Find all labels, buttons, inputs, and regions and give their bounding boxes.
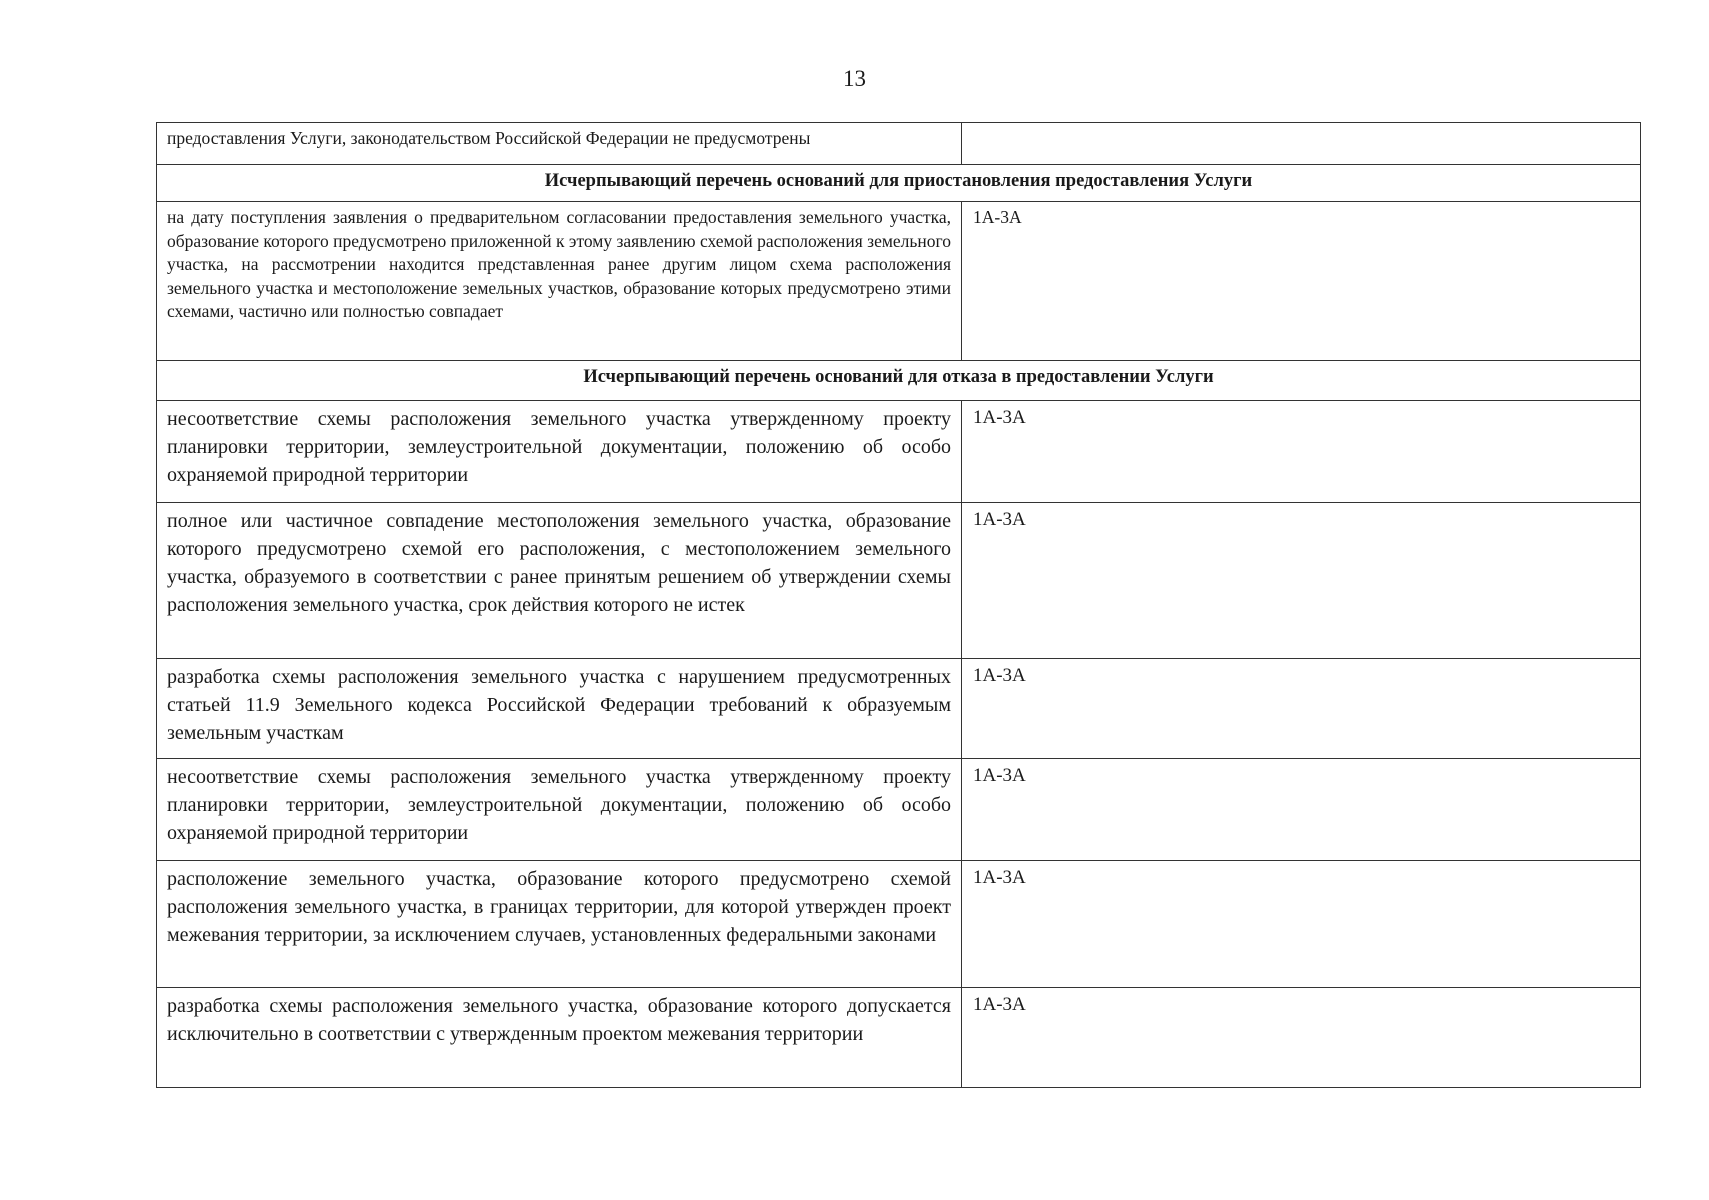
table-row (157, 202, 1641, 361)
ground-text: на дату поступления заявления о предварительном согласовании предоставления земельного участка, образование которого предусмотрено приложенной к этому заявлению схемой расположения земельного участка, на рассмотрении находится представленная ранее другим лицом схема расположения земельного участка и местоположение земельных участков, образование которых предусмотрено этими схемами, частично или полностью совпадает (167, 207, 951, 321)
table-row (157, 503, 1641, 659)
ground-text: полное или частичное совпадение местоположения земельного участка, образование которого предусмотрено схемой его расположения, с местоположением земельного участка, образуемого в соответствии с ранее принятым решением об утверждении схемы расположения земельного участка, срок действия которого не истек (167, 510, 951, 616)
table-row (157, 759, 1641, 861)
table-row (157, 659, 1641, 759)
table-row (157, 401, 1641, 503)
ground-code: 1А-3А (973, 994, 1026, 1015)
table-row (157, 988, 1641, 1088)
ground-code: 1А-3А (973, 509, 1026, 530)
ground-text: несоответствие схемы расположения земельного участка утвержденному проекту планировки территории, землеустроительной документации, положению об особо охраняемой природной территории (167, 766, 951, 844)
ground-text: несоответствие схемы расположения земельного участка утвержденному проекту планировки территории, землеустроительной документации, положению об особо охраняемой природной территории (167, 408, 951, 486)
ground-code: 1А-3А (973, 867, 1026, 888)
ground-text: расположение земельного участка, образование которого предусмотрено схемой расположения земельного участка, в границах территории, для которой утвержден проект межевания территории, за исключением случаев, установленных федеральными законами (167, 868, 951, 946)
table-row (157, 861, 1641, 988)
section-header-row (157, 361, 1641, 401)
ground-text: разработка схемы расположения земельного участка, образование которого допускается исключительно в соответствии с утвержденным проектом межевания территории (167, 995, 951, 1045)
section-heading-suspension: Исчерпывающий перечень оснований для приостановления предоставления Услуги (544, 171, 1253, 191)
section-header-row (157, 165, 1641, 202)
ground-text: разработка схемы расположения земельного участка с нарушением предусмотренных статьей 11.9 Земельного кодекса Российской Федерации требований к образуемым земельным участкам (167, 666, 951, 744)
page-number: 13 (843, 66, 866, 91)
ground-text: предоставления Услуги, законодательством Российской Федерации не предусмотрены (167, 128, 811, 148)
ground-code: 1А-3А (973, 665, 1026, 686)
grounds-table (156, 122, 1641, 1088)
section-heading-refusal: Исчерпывающий перечень оснований для отказа в предоставлении Услуги (583, 367, 1214, 387)
table-row (157, 123, 1641, 165)
ground-code (962, 123, 1640, 127)
ground-code: 1А-3А (973, 207, 1022, 227)
ground-code: 1А-3А (973, 765, 1026, 786)
ground-code: 1А-3А (973, 407, 1026, 428)
